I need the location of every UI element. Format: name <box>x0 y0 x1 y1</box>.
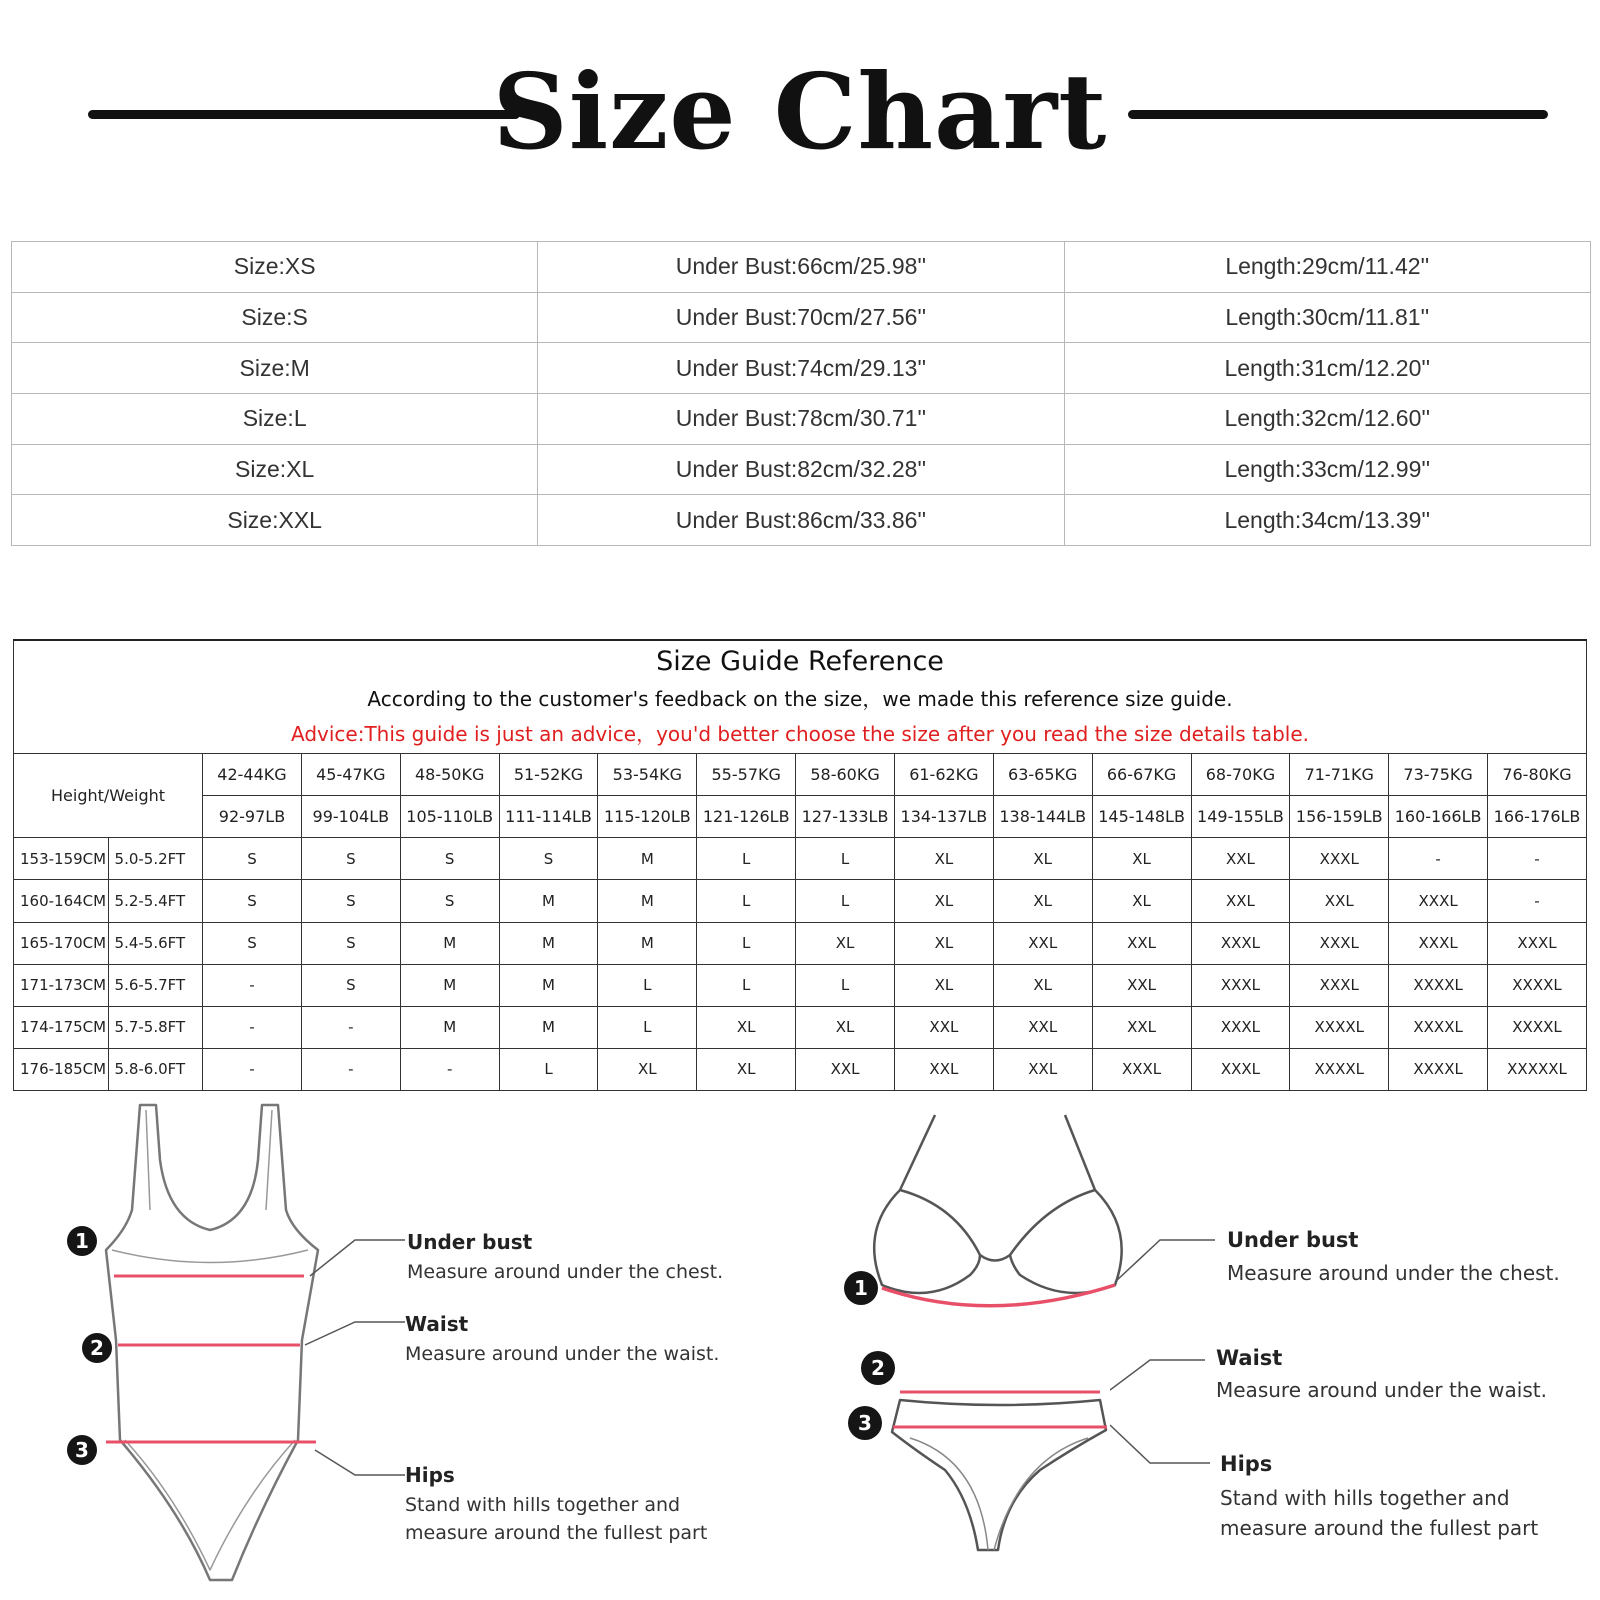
marker-2-left: 2 <box>82 1333 112 1363</box>
kg-header: 61-62KG <box>894 754 993 796</box>
size-recommendation-cell: M <box>598 838 697 880</box>
size-recommendation-cell: L <box>796 838 895 880</box>
lb-header: 166-176LB <box>1488 796 1587 838</box>
size-recommendation-cell: XXXXL <box>1488 964 1587 1006</box>
under-bust-title-right: Under bust <box>1227 1228 1359 1252</box>
kg-header: 53-54KG <box>598 754 697 796</box>
size-recommendation-cell: L <box>598 964 697 1006</box>
size-recommendation-cell: XXL <box>993 1006 1092 1048</box>
size-recommendation-cell: XXXL <box>1092 1048 1191 1090</box>
size-recommendation-cell: - <box>301 1006 400 1048</box>
size-recommendation-cell: M <box>499 922 598 964</box>
kg-header: 68-70KG <box>1191 754 1290 796</box>
size-recommendation-cell: M <box>598 880 697 922</box>
guide-row <box>14 1048 1587 1090</box>
size-recommendation-cell: XXXL <box>1191 922 1290 964</box>
guide-row <box>14 838 1587 880</box>
size-cell: Size:S <box>12 292 538 343</box>
height-ft-cell: 5.4-5.6FT <box>108 922 203 964</box>
size-recommendation-cell: S <box>203 838 302 880</box>
guide-row <box>14 922 1587 964</box>
marker-2-right: 2 <box>861 1351 895 1385</box>
waist-desc-left: Measure around under the waist. <box>405 1343 720 1365</box>
size-recommendation-cell: - <box>301 1048 400 1090</box>
size-recommendation-cell: S <box>301 880 400 922</box>
page-title: Size Chart <box>492 50 1108 173</box>
height-ft-cell: 5.2-5.4FT <box>108 880 203 922</box>
size-guide-table <box>13 639 1587 1091</box>
size-recommendation-cell: XXL <box>796 1048 895 1090</box>
size-recommendation-cell: XXXL <box>1191 964 1290 1006</box>
lb-header: 99-104LB <box>301 796 400 838</box>
size-recommendation-cell: XXXXL <box>1389 1006 1488 1048</box>
size-row <box>12 242 1591 293</box>
lb-header: 127-133LB <box>796 796 895 838</box>
height-cm-cell: 160-164CM <box>14 880 109 922</box>
size-recommendation-cell: M <box>400 1006 499 1048</box>
guide-row <box>14 880 1587 922</box>
size-recommendation-cell: XL <box>1092 838 1191 880</box>
size-recommendation-cell: XXL <box>1092 922 1191 964</box>
size-recommendation-cell: XXXL <box>1290 838 1389 880</box>
guide-advice: Advice:This guide is just an advice，you'd better choose the size after you read the size details table. <box>291 721 1309 746</box>
under-bust-cell: Under Bust:66cm/25.98'' <box>538 242 1064 293</box>
size-recommendation-cell: XL <box>993 880 1092 922</box>
waist-title-right: Waist <box>1216 1346 1283 1370</box>
under-bust-cell: Under Bust:78cm/30.71'' <box>538 393 1064 444</box>
size-recommendation-cell: - <box>203 964 302 1006</box>
guide-header-row <box>14 640 1587 754</box>
lb-header: 105-110LB <box>400 796 499 838</box>
size-recommendation-cell: - <box>1488 838 1587 880</box>
size-recommendation-cell: S <box>203 922 302 964</box>
size-recommendation-cell: XXXL <box>1389 922 1488 964</box>
size-recommendation-cell: - <box>1389 838 1488 880</box>
under-bust-cell: Under Bust:70cm/27.56'' <box>538 292 1064 343</box>
under-bust-desc-left: Measure around under the chest. <box>407 1261 724 1283</box>
size-recommendation-cell: XXL <box>993 1048 1092 1090</box>
guide-row <box>14 1006 1587 1048</box>
size-recommendation-cell: XL <box>894 922 993 964</box>
size-recommendation-cell: XL <box>697 1048 796 1090</box>
length-cell: Length:30cm/11.81'' <box>1064 292 1590 343</box>
size-recommendation-cell: L <box>697 922 796 964</box>
under-bust-cell: Under Bust:86cm/33.86'' <box>538 495 1064 546</box>
size-recommendation-cell: XXXXL <box>1389 1048 1488 1090</box>
size-recommendation-cell: XXXL <box>1389 880 1488 922</box>
size-recommendation-cell: XXXXL <box>1290 1006 1389 1048</box>
size-recommendation-cell: S <box>301 838 400 880</box>
size-recommendation-cell: S <box>499 838 598 880</box>
size-recommendation-cell: M <box>598 922 697 964</box>
height-cm-cell: 171-173CM <box>14 964 109 1006</box>
size-recommendation-cell: - <box>203 1006 302 1048</box>
size-recommendation-cell: XXXXL <box>1488 1006 1587 1048</box>
hips-desc-right: Stand with hills together and measure around the fullest part <box>1220 1486 1539 1540</box>
size-recommendation-cell: XXL <box>1092 1006 1191 1048</box>
kg-header-row <box>14 754 1587 796</box>
height-weight-label: Height/Weight <box>14 754 203 838</box>
size-recommendation-cell: M <box>499 964 598 1006</box>
size-recommendation-cell: XL <box>598 1048 697 1090</box>
height-cm-cell: 153-159CM <box>14 838 109 880</box>
size-recommendation-cell: XXXL <box>1290 964 1389 1006</box>
size-recommendation-cell: XXL <box>993 922 1092 964</box>
size-recommendation-cell: XXXXL <box>1389 964 1488 1006</box>
guide-row <box>14 964 1587 1006</box>
under-bust-title-left: Under bust <box>407 1230 533 1254</box>
waist-desc-right: Measure around under the waist. <box>1216 1378 1547 1402</box>
lb-header: 156-159LB <box>1290 796 1389 838</box>
size-recommendation-cell: L <box>796 880 895 922</box>
size-cell: Size:XL <box>12 444 538 495</box>
height-ft-cell: 5.8-6.0FT <box>108 1048 203 1090</box>
size-recommendation-cell: M <box>499 880 598 922</box>
size-cell: Size:M <box>12 343 538 394</box>
under-bust-cell: Under Bust:74cm/29.13'' <box>538 343 1064 394</box>
kg-header: 48-50KG <box>400 754 499 796</box>
kg-header: 76-80KG <box>1488 754 1587 796</box>
title-rule-right <box>1128 110 1548 119</box>
size-recommendation-cell: L <box>697 964 796 1006</box>
size-recommendation-cell: XXL <box>1191 838 1290 880</box>
guide-title: Size Guide Reference <box>656 645 944 677</box>
size-recommendation-cell: XL <box>993 838 1092 880</box>
kg-header: 63-65KG <box>993 754 1092 796</box>
guide-header <box>14 640 1587 754</box>
size-cell: Size:XS <box>12 242 538 293</box>
size-recommendation-cell: XXXXL <box>1290 1048 1389 1090</box>
size-recommendation-cell: XL <box>894 964 993 1006</box>
kg-header: 42-44KG <box>203 754 302 796</box>
lb-header: 149-155LB <box>1191 796 1290 838</box>
length-cell: Length:29cm/11.42'' <box>1064 242 1590 293</box>
under-bust-desc-right: Measure around under the chest. <box>1227 1261 1560 1285</box>
size-recommendation-cell: - <box>1488 880 1587 922</box>
size-recommendation-cell: XL <box>894 880 993 922</box>
lb-header: 145-148LB <box>1092 796 1191 838</box>
size-row <box>12 343 1591 394</box>
size-recommendation-cell: - <box>203 1048 302 1090</box>
size-recommendation-cell: XXXL <box>1290 922 1389 964</box>
size-recommendation-cell: XL <box>796 1006 895 1048</box>
size-recommendation-cell: XL <box>993 964 1092 1006</box>
size-recommendation-cell: S <box>301 922 400 964</box>
size-recommendation-cell: L <box>598 1006 697 1048</box>
length-cell: Length:33cm/12.99'' <box>1064 444 1590 495</box>
lb-header: 160-166LB <box>1389 796 1488 838</box>
size-recommendation-cell: S <box>301 964 400 1006</box>
hips-title-left: Hips <box>405 1463 455 1487</box>
marker-3-right: 3 <box>848 1406 882 1440</box>
size-recommendation-cell: M <box>400 964 499 1006</box>
size-recommendation-cell: M <box>400 922 499 964</box>
size-recommendation-cell: S <box>203 880 302 922</box>
height-cm-cell: 174-175CM <box>14 1006 109 1048</box>
lb-header: 115-120LB <box>598 796 697 838</box>
height-ft-cell: 5.6-5.7FT <box>108 964 203 1006</box>
size-recommendation-cell: XXL <box>894 1048 993 1090</box>
size-row <box>12 495 1591 546</box>
hips-title-right: Hips <box>1220 1452 1273 1476</box>
marker-1-right: 1 <box>844 1271 878 1305</box>
size-recommendation-cell: L <box>499 1048 598 1090</box>
size-row <box>12 292 1591 343</box>
height-ft-cell: 5.7-5.8FT <box>108 1006 203 1048</box>
kg-header: 55-57KG <box>697 754 796 796</box>
bikini-diagram <box>870 1110 1130 1560</box>
size-recommendation-cell: XL <box>894 838 993 880</box>
size-recommendation-cell: XXL <box>1191 880 1290 922</box>
height-cm-cell: 165-170CM <box>14 922 109 964</box>
size-recommendation-cell: XXL <box>894 1006 993 1048</box>
size-recommendation-cell: S <box>400 880 499 922</box>
size-recommendation-cell: XXXL <box>1191 1006 1290 1048</box>
lb-header: 92-97LB <box>203 796 302 838</box>
size-recommendation-cell: L <box>697 880 796 922</box>
length-cell: Length:32cm/12.60'' <box>1064 393 1590 444</box>
size-recommendation-cell: XL <box>796 922 895 964</box>
size-recommendation-cell: XXXXXL <box>1488 1048 1587 1090</box>
size-cell: Size:XXL <box>12 495 538 546</box>
size-recommendation-cell: M <box>499 1006 598 1048</box>
size-recommendation-cell: XL <box>1092 880 1191 922</box>
hips-desc-left: Stand with hills together and measure around the fullest part <box>405 1494 708 1544</box>
lb-header: 121-126LB <box>697 796 796 838</box>
length-cell: Length:34cm/13.39'' <box>1064 495 1590 546</box>
kg-header: 58-60KG <box>796 754 895 796</box>
size-recommendation-cell: XXL <box>1290 880 1389 922</box>
kg-header: 73-75KG <box>1389 754 1488 796</box>
waist-title-left: Waist <box>405 1312 469 1336</box>
height-ft-cell: 5.0-5.2FT <box>108 838 203 880</box>
size-recommendation-cell: XXL <box>1092 964 1191 1006</box>
size-recommendation-cell: S <box>400 838 499 880</box>
size-recommendation-cell: - <box>400 1048 499 1090</box>
size-recommendation-cell: XXXL <box>1488 922 1587 964</box>
under-bust-cell: Under Bust:82cm/32.28'' <box>538 444 1064 495</box>
size-cell: Size:L <box>12 393 538 444</box>
kg-header: 66-67KG <box>1092 754 1191 796</box>
size-table <box>11 241 1591 546</box>
guide-subtitle: According to the customer's feedback on the size，we made this reference size guide. <box>367 686 1233 711</box>
size-recommendation-cell: L <box>796 964 895 1006</box>
size-row <box>12 393 1591 444</box>
lb-header: 134-137LB <box>894 796 993 838</box>
kg-header: 51-52KG <box>499 754 598 796</box>
kg-header: 45-47KG <box>301 754 400 796</box>
length-cell: Length:31cm/12.20'' <box>1064 343 1590 394</box>
size-recommendation-cell: L <box>697 838 796 880</box>
size-recommendation-cell: XL <box>697 1006 796 1048</box>
swimsuit-leader-lines <box>300 1230 410 1490</box>
lb-header: 138-144LB <box>993 796 1092 838</box>
bikini-leader-lines <box>1110 1225 1220 1485</box>
lb-header: 111-114LB <box>499 796 598 838</box>
height-cm-cell: 176-185CM <box>14 1048 109 1090</box>
marker-1-left: 1 <box>67 1226 97 1256</box>
size-row <box>12 444 1591 495</box>
lb-header-row <box>14 796 1587 838</box>
kg-header: 71-71KG <box>1290 754 1389 796</box>
size-recommendation-cell: XXXL <box>1191 1048 1290 1090</box>
marker-3-left: 3 <box>67 1435 97 1465</box>
